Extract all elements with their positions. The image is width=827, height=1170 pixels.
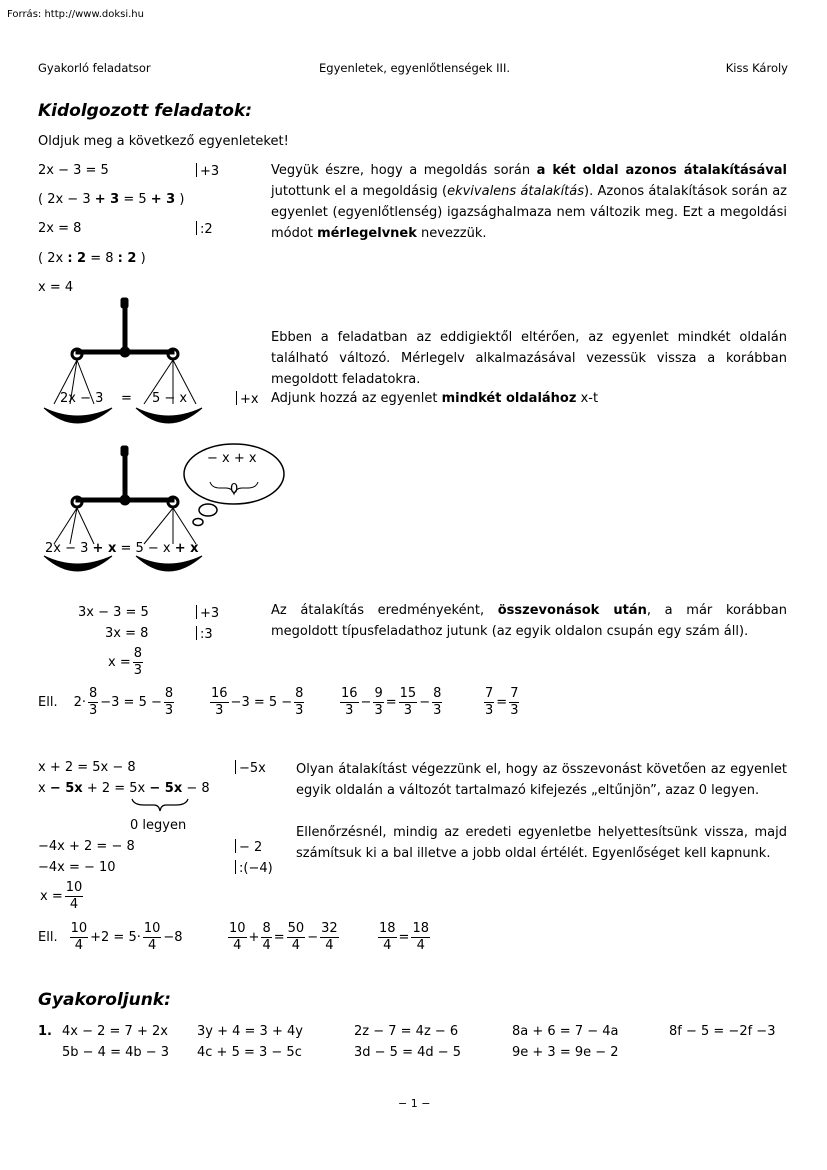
ex3-check-3: $\frac{18}{4}$ = $\frac{18}{4}$	[379, 921, 429, 953]
scale1-equals: =	[121, 391, 132, 406]
practice-eq-r2-1: 5b − 4 = 4b − 3	[62, 1045, 170, 1060]
ex2-explanation-1: Ebben a feladatban az eddigiektől eltérően, az egyenlet mindkét oldalán található változó. Mérlegelv alkalmazásával vezessük vissza a korábban megoldott feladatokra.	[271, 330, 787, 387]
ex3-line1: x + 2 = 5x − 8	[38, 760, 136, 775]
ex3-explanation-2: Ellenőrzésnél, mindig az eredeti egyenletbe helyettesítsünk vissza, majd számítsuk ki a bal illetve a jobb oldal értélét. Egyenlőséget kell kapnunk.	[296, 825, 787, 861]
scale1-right-label: 5 − x	[152, 391, 188, 406]
ex3-op3: − 2	[235, 839, 262, 855]
ex1-op1: +3	[196, 163, 219, 179]
ex2-op1: +3	[196, 605, 219, 621]
intro-text: Oldjuk meg a következő egyenleteket!	[38, 134, 289, 149]
practice-eq-r2-3: 3d − 5 = 4d − 5	[354, 1045, 462, 1060]
practice-eq-r1-3: 2z − 7 = 4z − 6	[354, 1024, 459, 1039]
scale1-left-label: 2x − 3	[60, 391, 104, 406]
practice-eq-r1-4: 8a + 6 = 7 − 4a	[512, 1024, 619, 1039]
ex2-explanation-3: Az átalakítás eredményeként, összevonások után, a már korábban megoldott típusfeladathoz jutunk (az egyik oldalon csupán egy szám áll).	[271, 603, 787, 639]
section-title-practice: Gyakoroljunk:	[38, 990, 171, 1010]
ex2-line1: 3x − 3 = 5	[78, 605, 149, 620]
ex1-line2: ( 2x − 3 + 3 = 5 + 3 )	[38, 192, 185, 207]
practice-eq-r1-1: 4x − 2 = 7 + 2x	[62, 1024, 168, 1039]
ex2-op2: :3	[196, 626, 213, 642]
ex3-op4: :(−4)	[235, 860, 273, 876]
page-number: − 1 −	[398, 1097, 431, 1110]
ex3-line5: x = $\frac{10}{4}$	[40, 880, 83, 912]
ex1-op3: :2	[196, 221, 213, 237]
ex3-line2: x − 5x + 2 = 5x − 5x − 8	[38, 781, 210, 796]
ex1-line1: 2x − 3 = 5	[38, 163, 109, 178]
ex3-line4: −4x = − 10	[38, 860, 116, 875]
ex3-check: Ell. $\frac{10}{4}$ +2 = 5· $\frac{10}{4}$ −8	[38, 921, 183, 953]
ex3-brace	[130, 797, 190, 813]
header-center: Egyenletek, egyenlőtlenségek III.	[319, 61, 510, 75]
ex1-line3: 2x = 8	[38, 221, 82, 236]
header-left: Gyakorló feladatsor	[38, 61, 151, 75]
header-right: Kiss Károly	[725, 61, 788, 75]
ex2-line2: 3x = 8	[105, 626, 149, 641]
ex1-explanation: Vegyük észre, hogy a megoldás során a két oldal azonos átalakításával jutottunk el a megoldásig (ekvivalens átalakítás). Azonos átalakítások során az egyenlet (egyenlőtlenség) igazsághalmaza nem változik meg. Ezt a megoldási módot mérlegelvnek nevezzük.	[271, 163, 787, 241]
bubble-bottom-text: 0	[230, 482, 239, 497]
practice-eq-r1-5: 8f − 5 = −2f −3	[669, 1024, 776, 1039]
balance-scale-2	[40, 440, 300, 590]
section-title-worked: Kidolgozott feladatok:	[38, 101, 253, 121]
ex3-line3: −4x + 2 = − 8	[38, 839, 135, 854]
ex2-explanation-2: Adjunk hozzá az egyenlet mindkét oldalához x-t	[271, 391, 599, 406]
bubble-top-text: − x + x	[207, 451, 257, 466]
practice-number: 1.	[38, 1024, 52, 1039]
ex3-check-2: $\frac{10}{4}$ + $\frac{8}{4}$ = $\frac{50}{4}$ − $\frac{32}{4}$	[229, 921, 338, 953]
ex2-check-2: $\frac{16}{3}$ −3 = 5 − $\frac{8}{3}$	[211, 686, 304, 718]
practice-eq-r1-2: 3y + 4 = 3 + 4y	[197, 1024, 303, 1039]
scale1-op: +x	[236, 391, 259, 407]
ex2-check: Ell. 2· $\frac{8}{3}$ −3 = 5 − $\frac{8}{3}$	[38, 686, 174, 718]
balance-scale-1	[40, 296, 270, 436]
source-note: Forrás: http://www.doksi.hu	[7, 9, 144, 20]
practice-eq-r2-2: 4c + 5 = 3 − 5c	[197, 1045, 302, 1060]
practice-eq-r2-4: 9e + 3 = 9e − 2	[512, 1045, 619, 1060]
ex1-line5: x = 4	[38, 280, 74, 295]
ex3-op1: −5x	[235, 760, 266, 776]
ex2-check-4: $\frac{7}{3}$ = $\frac{7}{3}$	[485, 686, 519, 718]
ex1-line4: ( 2x : 2 = 8 : 2 )	[38, 251, 146, 266]
scale2-label: 2x − 3 + x = 5 − x + x	[45, 541, 199, 556]
ex3-explanation-1: Olyan átalakítást végezzünk el, hogy az összevonást követően az egyenlet egyik oldalán a változót tartalmazó kifejezés „eltűnjön”, azaz 0 legyen.	[296, 762, 787, 798]
ex2-check-3: $\frac{16}{3}$ − $\frac{9}{3}$ = $\frac{15}{3}$ − $\frac{8}{3}$	[341, 686, 442, 718]
ex2-line3: x = $\frac{8}{3}$	[108, 646, 142, 678]
ex3-brace-label: 0 legyen	[130, 818, 187, 833]
